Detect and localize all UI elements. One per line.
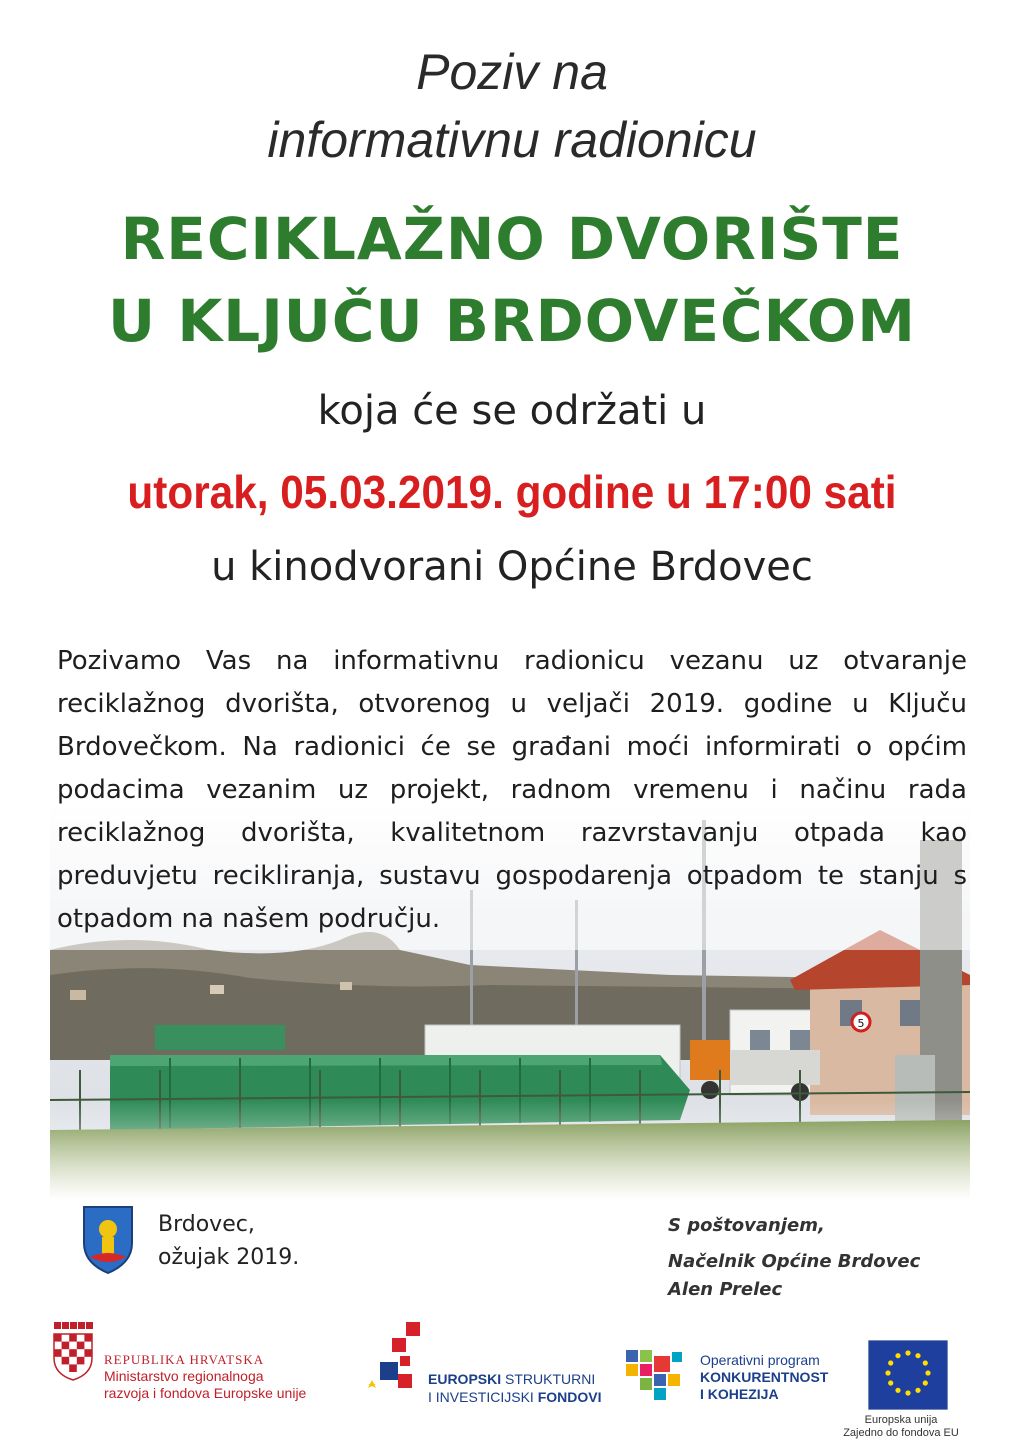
signer-title: Načelnik Općine Brdovec xyxy=(668,1251,921,1272)
eu-flag-icon xyxy=(868,1340,948,1414)
esi-line2-rest: I INVESTICIJSKI xyxy=(428,1389,538,1405)
signature-block xyxy=(668,1208,920,1308)
event-location: u kinodvorani Općine Brdovec xyxy=(211,544,813,590)
eu-line1: Europska unija xyxy=(864,1414,938,1426)
greeting: S poštovanjem, xyxy=(668,1215,825,1236)
rh-ministry-line1: Ministarstvo regionalnoga xyxy=(104,1368,264,1384)
title-line2: U KLJUČU BRDOVEČKOM xyxy=(108,287,916,355)
rh-ministry xyxy=(104,1368,306,1402)
place-date xyxy=(158,1208,299,1274)
opk-text xyxy=(700,1352,828,1403)
speed-sign-number: 5 xyxy=(857,1017,865,1030)
opk-line3: I KOHEZIJA xyxy=(700,1386,779,1402)
opk-line1: Operativni program xyxy=(700,1352,820,1368)
rh-title: REPUBLIKA HRVATSKA xyxy=(104,1352,265,1367)
heading-line1: Poziv na xyxy=(416,44,608,100)
opk-line2: KONKURENTNOST xyxy=(700,1369,829,1385)
heading-line2: informativnu radionicu xyxy=(267,112,757,168)
esi-funds-text xyxy=(428,1370,601,1406)
date-label: ožujak 2019. xyxy=(158,1245,300,1270)
rh-ministry-line2: razvoja i fondova Europske unije xyxy=(104,1385,307,1401)
place-label: Brdovec, xyxy=(158,1212,255,1237)
brdovec-coat-of-arms-icon xyxy=(80,1205,136,1275)
esi-line1-bold: EUROPSKI xyxy=(428,1371,502,1387)
esi-funds-logo-icon xyxy=(368,1322,428,1406)
title-line1: RECIKLAŽNO DVORIŠTE xyxy=(120,205,904,273)
invitation-body: Pozivamo Vas na informativnu radionicu vezanu uz otvaranje reciklažnog dvorišta, otvorenog u veljači 2019. godine u Ključu Brdovečkom. Na radionici će se građani moći informirati o općim podacima vezanim uz projekt, radnom vremenu i načinu rada reciklažnog dvorišta, kvalitetnom razvrstavanju otpada kao preduvjetu recikliranja, sustavu gospodarenja otpadom te stanju s otpadom na našem području. xyxy=(57,646,967,934)
esi-line2-bold: FONDOVI xyxy=(537,1389,602,1405)
opk-logo-icon xyxy=(626,1350,690,1408)
eu-line2: Zajedno do fondova EU xyxy=(843,1427,959,1439)
croatia-crest-icon xyxy=(52,1322,94,1386)
event-date: utorak, 05.03.2019. godine u 17:00 sati xyxy=(127,466,897,518)
subheading-1: koja će se održati u xyxy=(317,388,707,434)
eu-caption xyxy=(826,1414,976,1440)
esi-line1-rest: STRUKTURNI xyxy=(501,1371,596,1387)
signer-name: Alen Prelec xyxy=(668,1279,783,1300)
